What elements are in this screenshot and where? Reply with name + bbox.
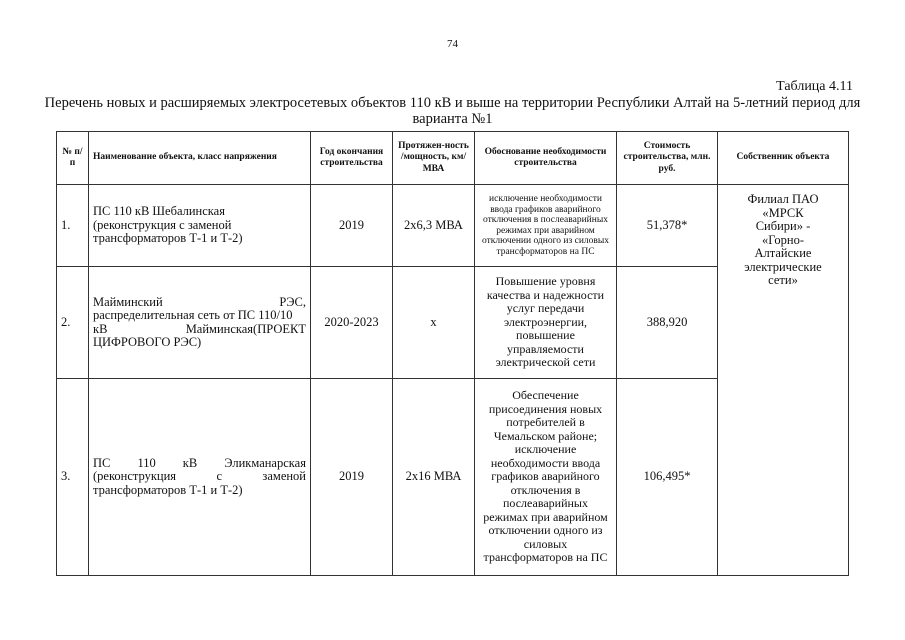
object-name-word: с [216, 469, 223, 484]
row-basis: Обеспечение присоединения новых потребителей в Чемальском районе; исключение необходимости ввода графиков аварийного отключения в послеаварийных режимах при аварийном отключении одного из силовых трансформаторов на ПС [475, 379, 617, 576]
object-name-word: кВ [93, 321, 108, 336]
table-row [57, 185, 849, 267]
header-basis: Обоснование необходимости строительства [475, 132, 617, 185]
header-cost: Стоимость строительства, млн. руб. [617, 132, 718, 185]
row-object-name [89, 379, 311, 576]
object-name-line: (реконструкция с заменой трансформаторов Т-1 и Т-2) [93, 217, 243, 246]
page-number: 74 [447, 38, 458, 50]
table-header-row [57, 132, 849, 185]
object-name-word: заменой [262, 469, 306, 484]
object-name-word: 110 [137, 455, 156, 470]
row-basis: Повышение уровня качества и надежности услуг передачи электроэнергии, повышение управляемости электрической сети [475, 267, 617, 379]
table-title: Перечень новых и расширяемых электросетевых объектов 110 кВ и выше на территории Республики Алтай на 5-летний период для варианта №1 [44, 95, 861, 127]
object-owner [718, 185, 849, 576]
object-name-line: ПС 110 кВ Шебалинская [93, 204, 225, 219]
row-year: 2019 [311, 185, 393, 267]
row-year: 2020-2023 [311, 267, 393, 379]
objects-table [56, 131, 849, 576]
row-num: 1. [57, 185, 89, 267]
header-owner: Собственник объекта [718, 132, 849, 185]
object-name-word: РЭС, [279, 294, 306, 309]
row-capacity: 2х6,3 МВА [393, 185, 475, 267]
object-name-word: Эликманарская [224, 455, 306, 470]
row-num: 2. [57, 267, 89, 379]
row-basis: исключение необходимости ввода графиков аварийного отключения в послеаварийных режимах при аварийном отключении одного из силовых трансформаторов на ПС [475, 185, 617, 267]
object-name-line [93, 470, 306, 484]
row-object-name [89, 185, 311, 267]
row-cost: 51,378* [617, 185, 718, 267]
object-name-word: кВ [182, 455, 198, 470]
header-capacity: Протяжен-ность /мощность, км/МВА [393, 132, 475, 185]
header-num: № п/п [57, 132, 89, 185]
object-name-line [93, 296, 306, 310]
object-name-line [93, 323, 306, 337]
header-name: Наименование объекта, класс напряжения [89, 132, 311, 185]
object-name-word: Майминская(ПРОЕКТ [185, 321, 306, 336]
object-name-line: распределительная сеть от ПС 110/10 [93, 308, 293, 322]
object-name-word: ПС [93, 455, 111, 470]
row-object-name [89, 267, 311, 379]
row-num: 3. [57, 379, 89, 576]
object-name-line [93, 457, 306, 471]
row-capacity: х [393, 267, 475, 379]
row-cost: 388,920 [617, 267, 718, 379]
object-name-word: Майминский [93, 294, 163, 309]
table-label: Таблица 4.11 [776, 79, 853, 94]
object-name-line: ЦИФРОВОГО РЭС) [93, 335, 202, 349]
owner-text: Филиал ПАО «МРСК Сибири» - «Горно-Алтайские электрические сети» [744, 192, 822, 287]
row-cost: 106,495* [617, 379, 718, 576]
row-capacity: 2х16 МВА [393, 379, 475, 576]
row-year: 2019 [311, 379, 393, 576]
header-year: Год окончания строительства [311, 132, 393, 185]
object-name-word: (реконструкция [93, 469, 177, 484]
object-name-line: трансформаторов Т-1 и Т-2) [93, 482, 243, 497]
